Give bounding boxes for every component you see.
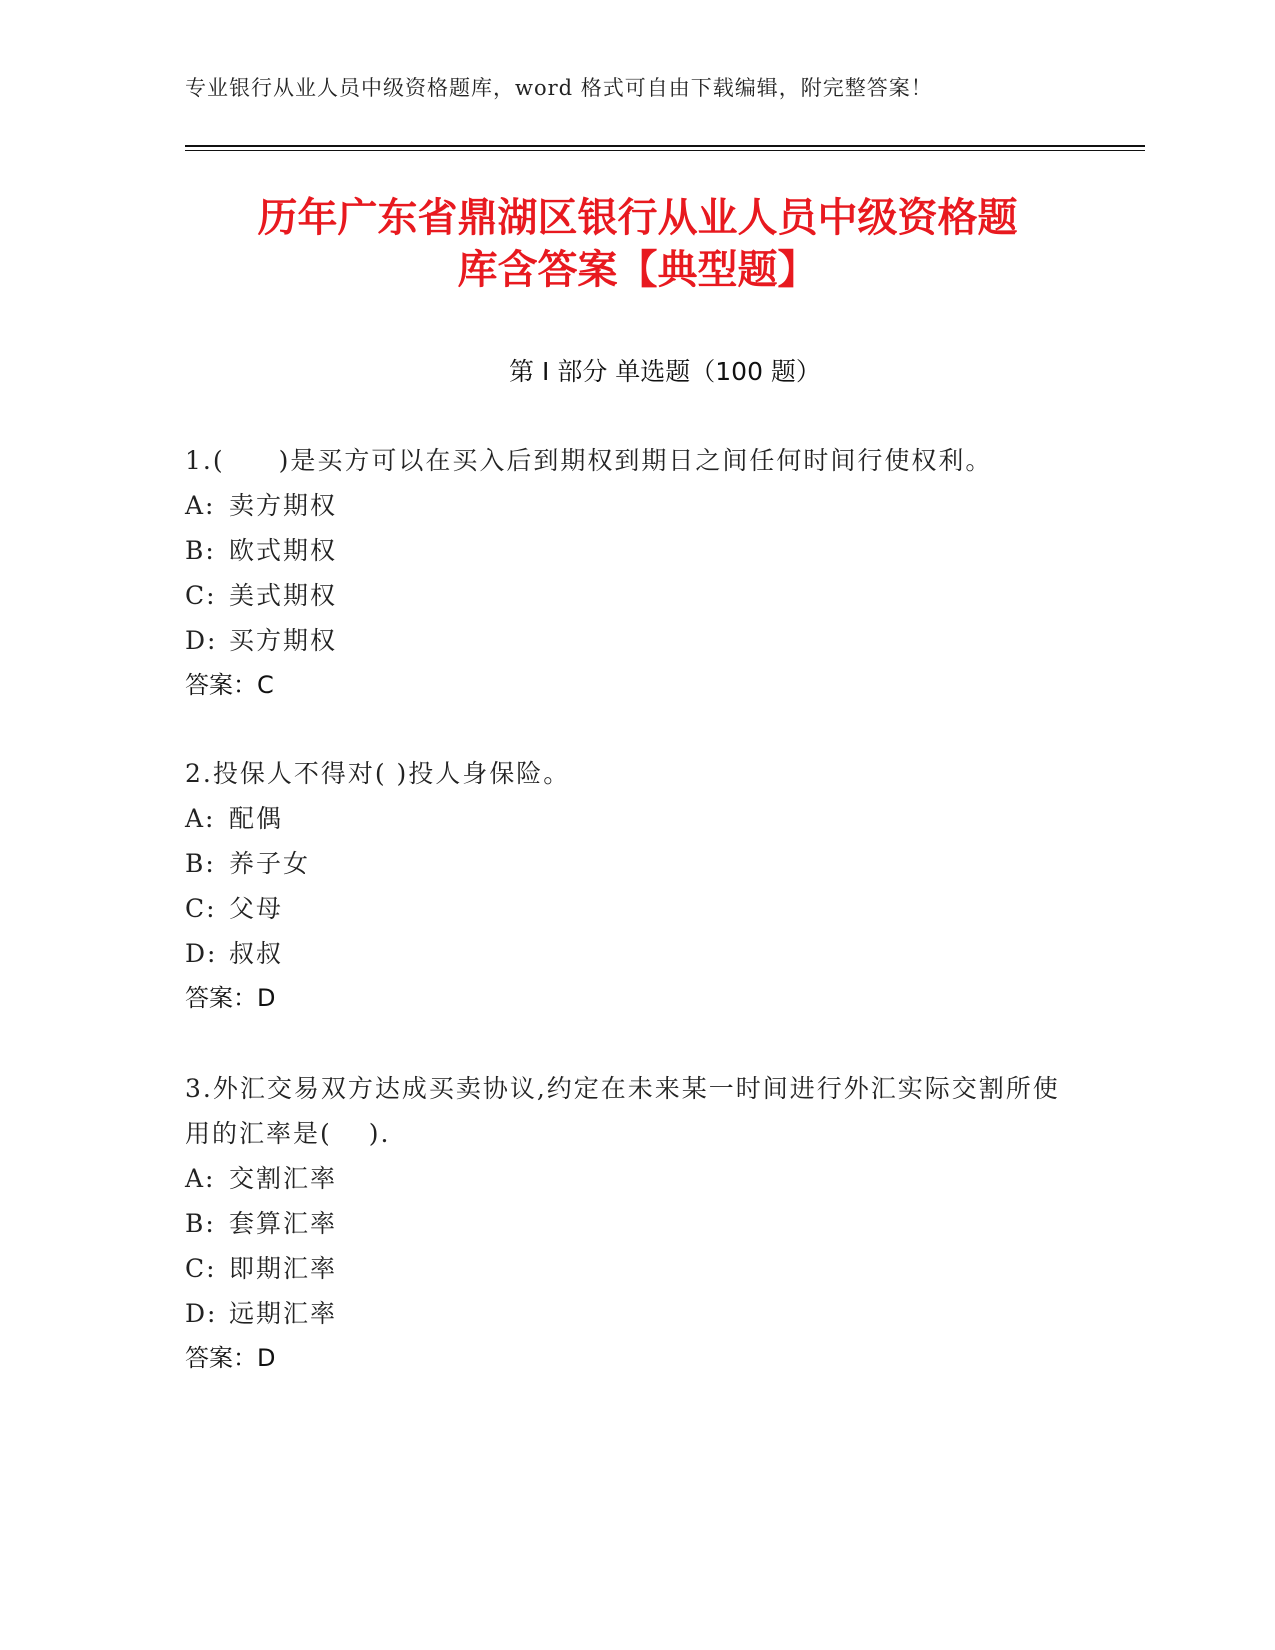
question-option-b [185,528,1085,573]
option-text: 卖方期权 [229,491,338,520]
question-option-c [185,1246,1085,1291]
question-option-a [185,1156,1085,1201]
question-option-d [185,1291,1085,1336]
question-option-c [185,573,1085,618]
question-answer: 答案：D [185,1344,276,1372]
option-text: 欧式期权 [229,536,338,565]
option-key: C: [185,1254,217,1283]
question-option-a [185,796,1085,841]
header-note: 专业银行从业人员中级资格题库，word 格式可自由下载编辑，附完整答案！ [185,76,933,100]
question-stem: 3.外汇交易双方达成买卖协议,约定在未来某一时间进行外汇实际交割所使用的汇率是( ). [185,1074,1060,1148]
option-text: 即期汇率 [229,1254,338,1283]
question-1 [185,438,1085,708]
option-key: D: [185,626,218,655]
option-text: 养子女 [229,849,311,878]
section-heading: 第 I 部分 单选题（100 题） [509,357,821,386]
option-text: 远期汇率 [229,1299,338,1328]
option-text: 套算汇率 [229,1209,338,1238]
option-text: 父母 [229,894,284,923]
question-option-a [185,483,1085,528]
option-key: B: [185,536,216,565]
question-stem: 1.( )是买方可以在买入后到期权到期日之间任何时间行使权利。 [185,446,993,475]
option-key: A: [185,804,216,833]
header-rule-thin [185,150,1145,151]
option-key: B: [185,849,216,878]
question-option-b [185,1201,1085,1246]
header-rule-thick [185,145,1145,147]
question-3 [185,1066,1085,1381]
question-answer: 答案：D [185,984,276,1012]
document-title [160,192,1115,296]
document-title-line-1: 历年广东省鼎湖区银行从业人员中级资格题 [257,195,1018,241]
option-key: A: [185,1164,216,1193]
option-key: C: [185,581,217,610]
question-option-d [185,931,1085,976]
question-stem: 2.投保人不得对( )投人身保险。 [185,759,571,788]
option-key: D: [185,1299,218,1328]
option-text: 叔叔 [229,939,284,968]
question-option-d [185,618,1085,663]
question-2 [185,751,1085,1021]
option-text: 买方期权 [229,626,338,655]
option-key: C: [185,894,217,923]
option-key: A: [185,491,216,520]
question-option-c [185,886,1085,931]
document-title-line-2: 库含答案【典型题】 [457,247,818,293]
question-answer: 答案：C [185,671,274,699]
option-text: 配偶 [229,804,284,833]
option-key: B: [185,1209,216,1238]
question-option-b [185,841,1085,886]
option-text: 美式期权 [229,581,338,610]
option-text: 交割汇率 [229,1164,338,1193]
option-key: D: [185,939,218,968]
